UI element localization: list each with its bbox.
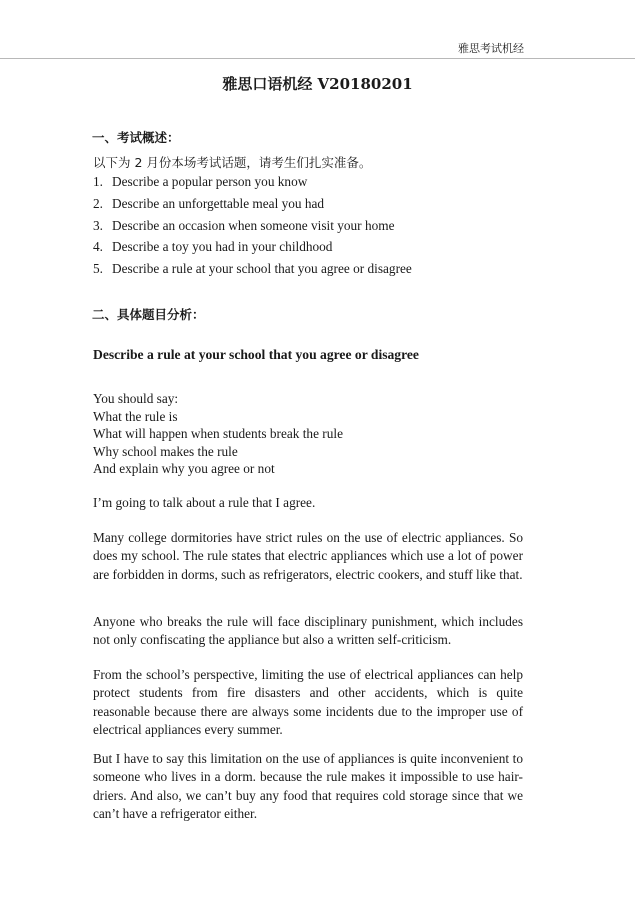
topic-text: Describe an unforgettable meal you had xyxy=(112,195,325,211)
document-title: 雅思口语机经 V20180201 xyxy=(222,75,413,93)
section-1-heading: 一、考试概述： xyxy=(92,130,180,145)
cue-line: What will happen when students break the rule xyxy=(93,426,343,441)
topic-number: 4. xyxy=(93,239,103,255)
topic-item xyxy=(93,236,412,258)
answer-paragraph: I’m going to talk about a rule that I agree. xyxy=(93,495,316,510)
answer-paragraph: But I have to say this limitation on the use of appliances is quite inconvenient to someone who lives in a dorm. because the rule makes it impossible to use hair-driers. And also, we can’t buy any food that requires cold storage since that we can’t have a refrigerator either. xyxy=(93,751,523,822)
answer-paragraph: Anyone who breaks the rule will face disciplinary punishment, which includes not only confiscating the appliance but also a written self-criticism. xyxy=(93,614,523,648)
section-2-heading: 二、具体题目分析： xyxy=(92,307,205,322)
topic-item xyxy=(93,171,412,193)
cue-card-title: Describe a rule at your school that you agree or disagree xyxy=(93,347,419,362)
topic-item xyxy=(93,258,412,280)
answer-paragraph: From the school’s perspective, limiting the use of electrical appliances can help protect students from fire disasters and other accidents, which is quite reasonable because there are always some incidents due to the improper use of electrical appliances every summer. xyxy=(93,667,523,738)
topic-item xyxy=(93,193,412,215)
cue-line: And explain why you agree or not xyxy=(93,461,275,476)
topic-number: 5. xyxy=(93,261,103,277)
topic-number: 3. xyxy=(93,217,103,233)
topic-text: Describe a rule at your school that you agree or disagree xyxy=(112,261,412,277)
cue-line: What the rule is xyxy=(93,408,178,424)
header-label: 雅思考试机经 xyxy=(458,42,524,55)
cue-card-prompts xyxy=(93,390,343,478)
cue-line: Why school makes the rule xyxy=(93,443,238,459)
topic-text: Describe a toy you had in your childhood xyxy=(112,239,333,255)
topic-text: Describe an occasion when someone visit your home xyxy=(112,217,395,233)
topic-text: Describe a popular person you know xyxy=(112,174,308,189)
topic-item xyxy=(93,215,412,237)
header-divider xyxy=(0,58,635,59)
section-1-intro: 以下为 2 月份本场考试话题，请考生们扎实准备。 xyxy=(93,155,372,170)
topic-number: 1. xyxy=(93,174,103,189)
cue-line: You should say: xyxy=(93,391,179,406)
topic-list xyxy=(93,171,412,280)
topic-number: 2. xyxy=(93,195,103,211)
answer-paragraph: Many college dormitories have strict rules on the use of electric appliances. So does my school. The rule states that electric appliances which use a lot of power are forbidden in dorms, such as refrigerators, electric cookers, and stuff like that. xyxy=(93,530,523,582)
